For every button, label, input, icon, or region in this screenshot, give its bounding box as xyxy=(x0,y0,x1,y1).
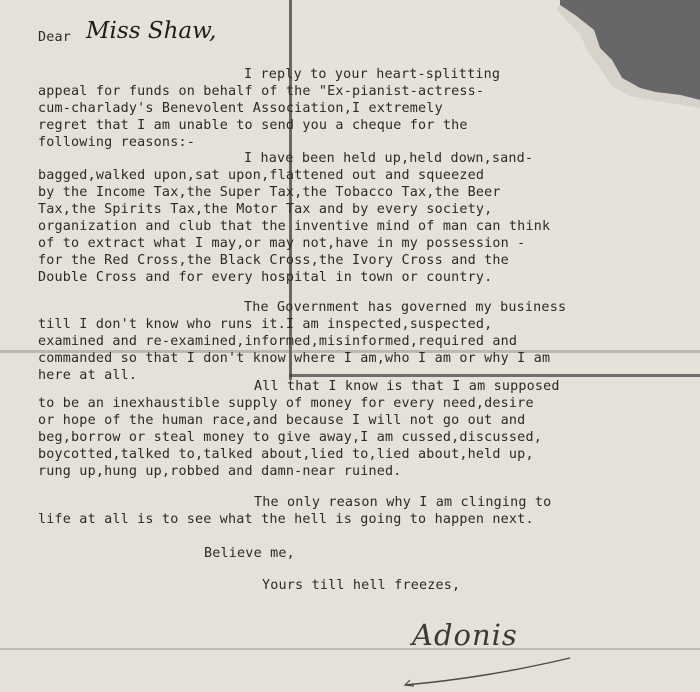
body-line: following reasons:- xyxy=(38,135,195,150)
body-line: appeal for funds on behalf of the "Ex-pianist-actress- xyxy=(38,84,485,99)
body-line: The only reason why I am clinging to xyxy=(254,495,552,510)
body-line: regret that I am unable to send you a cheque for the xyxy=(38,118,468,133)
closing-line: Believe me, xyxy=(204,546,295,561)
body-line: All that I know is that I am supposed xyxy=(254,379,560,394)
lower-fold xyxy=(0,648,700,650)
body-line: to be an inexhaustible supply of money for every need,desire xyxy=(38,396,534,411)
body-line: cum-charlady's Benevolent Association,I extremely xyxy=(38,101,443,116)
body-line: boycotted,talked to,talked about,lied to,lied about,held up, xyxy=(38,447,534,462)
signature-flourish xyxy=(400,650,580,690)
salutation-name: Miss Shaw, xyxy=(86,18,217,44)
body-line: The Government has governed my business xyxy=(244,300,567,315)
body-line: I reply to your heart-splitting xyxy=(244,67,501,82)
panel-edge xyxy=(289,374,700,377)
body-line: Double Cross and for every hospital in town or country. xyxy=(38,270,493,285)
body-line: till I don't know who runs it.I am inspected,suspected, xyxy=(38,317,493,332)
body-line: or hope of the human race,and because I will not go out and xyxy=(38,413,526,428)
body-line: I have been held up,held down,sand- xyxy=(244,151,534,166)
salutation-prefix: Dear xyxy=(38,30,72,45)
body-line: beg,borrow or steal money to give away,I am cussed,discussed, xyxy=(38,430,542,445)
body-line: Tax,the Spirits Tax,the Motor Tax and by every society, xyxy=(38,202,493,217)
body-line: of to extract what I may,or may not,have in my possession - xyxy=(38,236,526,251)
body-line: life at all is to see what the hell is going to happen next. xyxy=(38,512,534,527)
closing-line: Yours till hell freezes, xyxy=(262,578,461,593)
body-line: bagged,walked upon,sat upon,flattened out and squeezed xyxy=(38,168,485,183)
signature: Adonis xyxy=(412,618,518,652)
body-line: commanded so that I don't know where I am,who I am or why I am xyxy=(38,351,551,366)
body-line: by the Income Tax,the Super Tax,the Tobacco Tax,the Beer xyxy=(38,185,501,200)
body-line: examined and re-examined,informed,misinformed,required and xyxy=(38,334,518,349)
body-line: for the Red Cross,the Black Cross,the Ivory Cross and the xyxy=(38,253,509,268)
body-line: rung up,hung up,robbed and damn-near ruined. xyxy=(38,464,402,479)
body-line: organization and club that the inventive mind of man can think xyxy=(38,219,551,234)
body-line: here at all. xyxy=(38,368,138,383)
